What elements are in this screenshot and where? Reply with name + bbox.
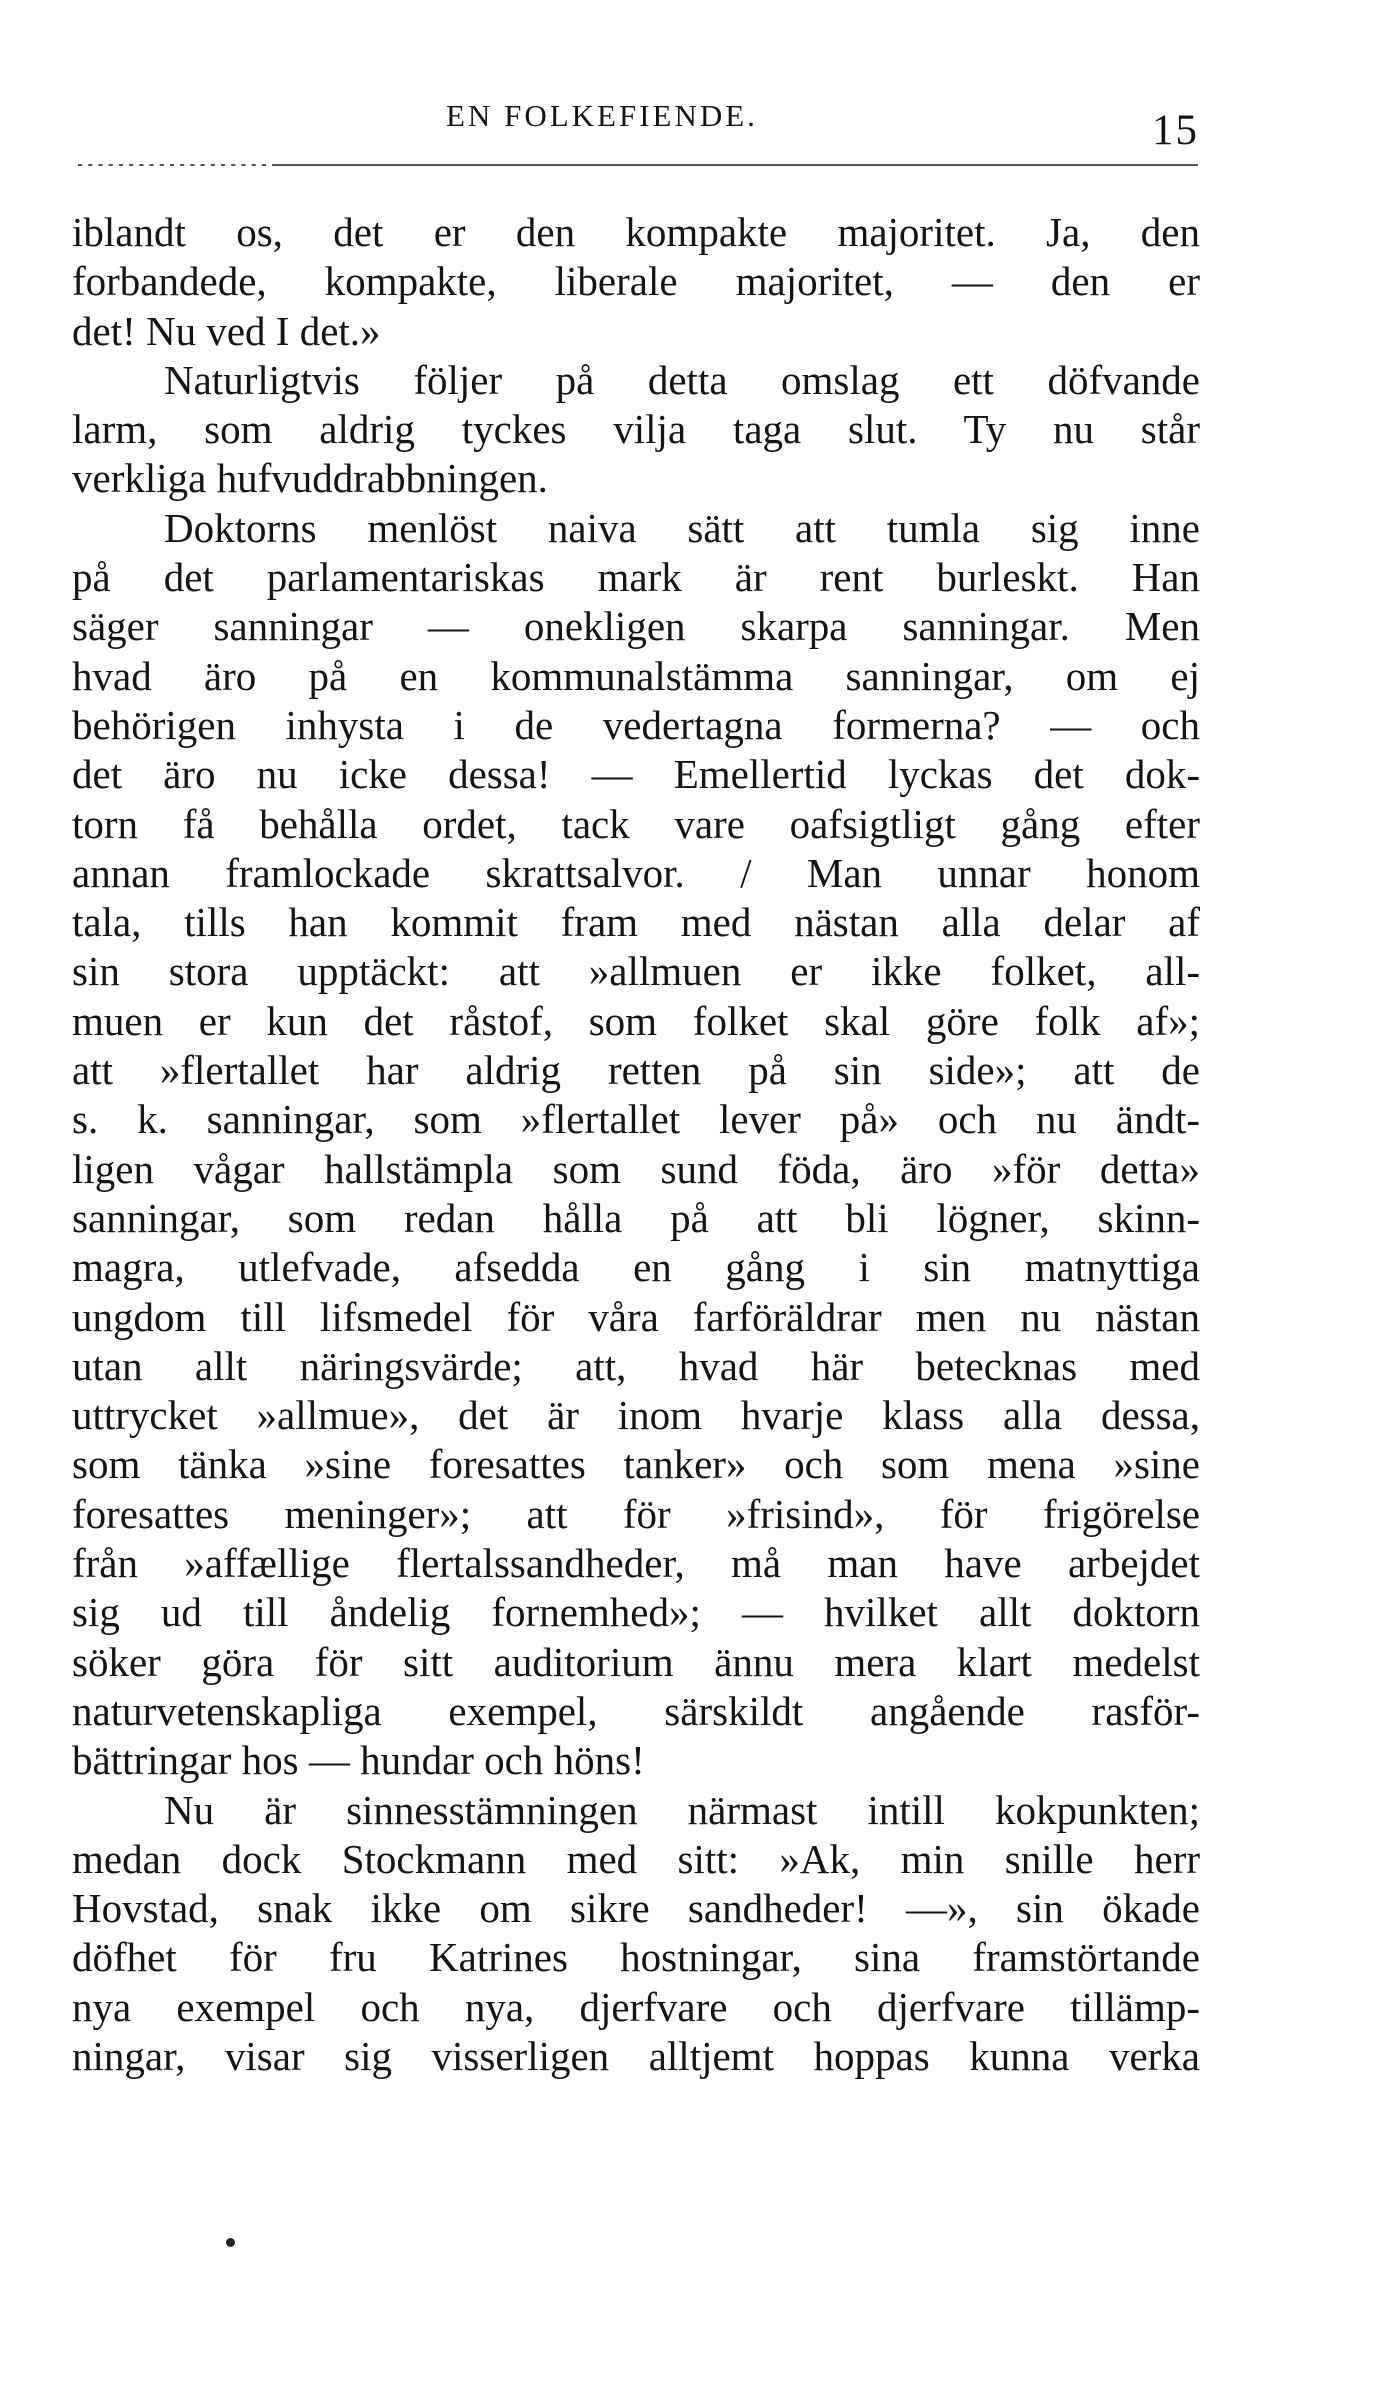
text-line: hvad äro på en kommunalstämma sanningar, om ej	[72, 652, 1200, 699]
text-line: utan allt näringsvärde; att, hvad här betecknas med	[72, 1342, 1200, 1389]
text-line: ligen vågar hallstämpla som sund föda, äro »för detta»	[72, 1145, 1200, 1192]
page-number: 15	[1152, 107, 1199, 154]
text-line: naturvetenskapliga exempel, särskildt angående rasför-	[72, 1687, 1200, 1734]
text-line: ningar, visar sig visserligen alltjemt hoppas kunna verka	[72, 2032, 1200, 2079]
text-line: nya exempel och nya, djerfvare och djerfvare tillämp-	[72, 1983, 1200, 2030]
text-line: säger sanningar — onekligen skarpa sanningar. Men	[72, 603, 1200, 650]
body-text	[72, 208, 1200, 2081]
header-rule	[72, 164, 1198, 166]
text-line: döfhet för fru Katrines hostningar, sina framstörtande	[72, 1934, 1200, 1981]
text-line: söker göra för sitt auditorium ännu mera klart medelst	[72, 1638, 1200, 1685]
text-line: det! Nu ved I det.»	[72, 307, 381, 354]
ink-speck	[226, 2238, 235, 2247]
text-line: sig ud till åndelig fornemhed»; — hvilket allt doktorn	[72, 1589, 1200, 1636]
text-line: behörigen inhysta i de vedertagna formerna? — och	[72, 701, 1200, 748]
page-header	[0, 98, 1400, 158]
text-line: s. k. sanningar, som »flertallet lever på» och nu ändt-	[72, 1096, 1200, 1143]
text-line: att »flertallet har aldrig retten på sin side»; att de	[72, 1047, 1200, 1094]
text-line: Nu är sinnesstämningen närmast intill kokpunkten;	[164, 1786, 1200, 1833]
text-line: sin stora upptäckt: att »allmuen er ikke folket, all-	[72, 948, 1200, 995]
text-line: ungdom till lifsmedel för våra farföräldrar men nu nästan	[72, 1293, 1200, 1340]
text-line: forbandede, kompakte, liberale majoritet, — den er	[72, 258, 1200, 305]
text-line: torn få behålla ordet, tack vare oafsigtligt gång efter	[72, 800, 1200, 847]
text-line: Naturligtvis följer på detta omslag ett döfvande	[164, 356, 1200, 403]
text-line: Hovstad, snak ikke om sikre sandheder! —», sin ökade	[72, 1885, 1200, 1932]
text-line: iblandt os, det er den kompakte majoritet. Ja, den	[72, 209, 1200, 255]
text-line: medan dock Stockmann med sitt: »Ak, min snille herr	[72, 1835, 1200, 1882]
running-title: EN FOLKEFIENDE.	[446, 98, 758, 133]
text-line: annan framlockade skrattsalvor. / Man unnar honom	[72, 849, 1200, 896]
text-line: det äro nu icke dessa! — Emellertid lyckas det dok-	[72, 751, 1200, 798]
text-line: magra, utlefvade, afsedda en gång i sin matnyttiga	[72, 1244, 1200, 1291]
text-line: bättringar hos — hundar och höns!	[72, 1737, 645, 1784]
text-line: som tänka »sine foresattes tanker» och som mena »sine	[72, 1441, 1200, 1488]
text-line: sanningar, som redan hålla på att bli lögner, skinn-	[72, 1194, 1200, 1241]
text-line: på det parlamentariskas mark är rent burleskt. Han	[72, 554, 1200, 601]
text-line: foresattes meninger»; att för »frisind», för frigörelse	[72, 1490, 1200, 1537]
text-line: uttrycket »allmue», det är inom hvarje klass alla dessa,	[72, 1392, 1200, 1439]
text-line: larm, som aldrig tyckes vilja taga slut. Ty nu står	[72, 406, 1200, 453]
text-line: verkliga hufvuddrabbningen.	[72, 455, 548, 502]
text-line: muen er kun det råstof, som folket skal göre folk af»;	[72, 997, 1200, 1044]
text-line: från »affællige flertalssandheder, må man have arbejdet	[72, 1540, 1200, 1587]
text-line: Doktorns menlöst naiva sätt att tumla sig inne	[164, 504, 1200, 551]
text-line: tala, tills han kommit fram med nästan alla delar af	[72, 899, 1200, 946]
